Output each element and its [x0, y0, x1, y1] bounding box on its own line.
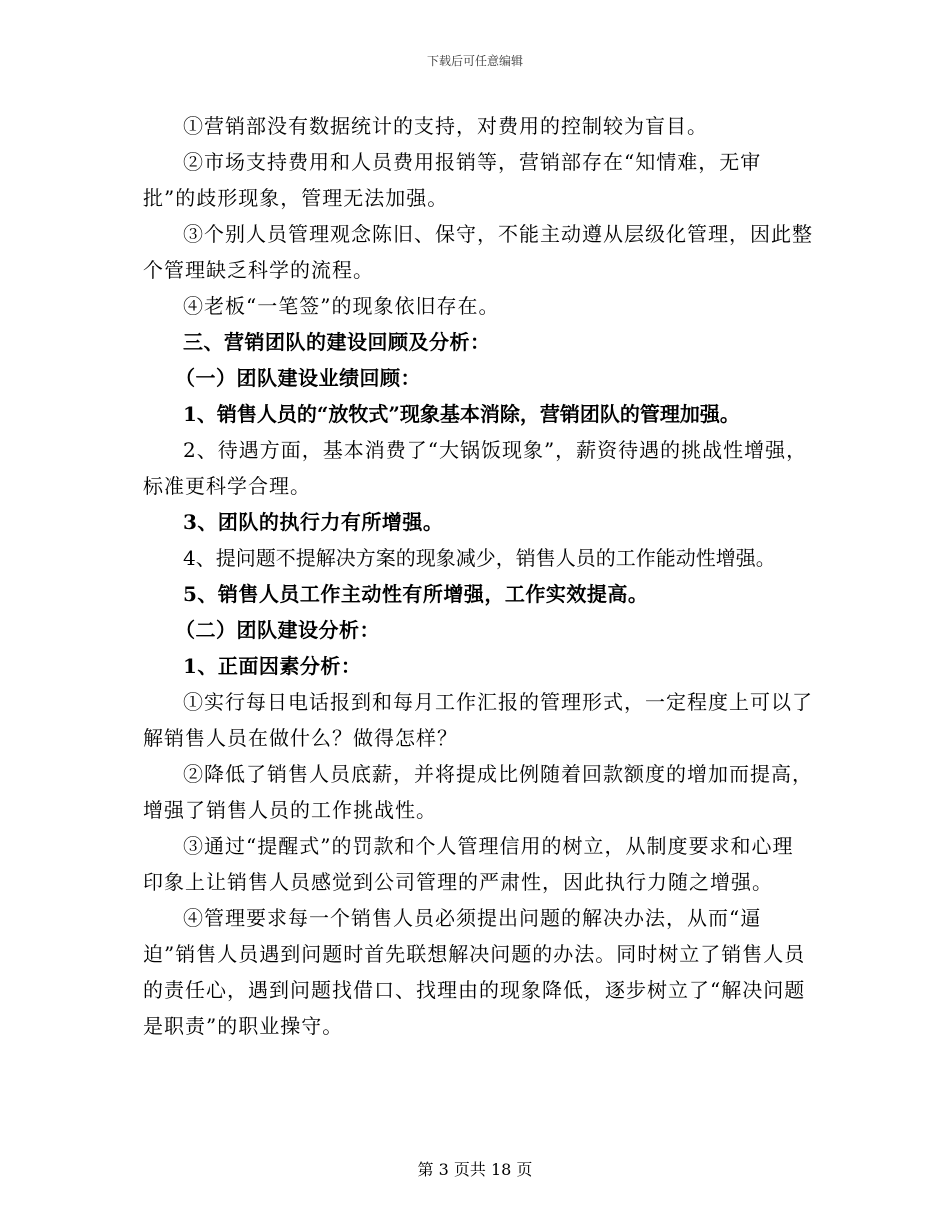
- paragraph-15: ②降低了销售人员底薪，并将提成比例随着回款额度的增加而提高，增强了销售人员的工作挑战性。: [143, 762, 813, 822]
- paragraph-7: 1、销售人员的“放牧式”现象基本消除，营销团队的管理加强。: [183, 402, 740, 426]
- paragraph-1: ①营销部没有数据统计的支持，对费用的控制较为盲目。: [183, 114, 708, 138]
- subsection-heading-2: （二）团队建设分析：: [175, 618, 380, 642]
- page-header: 下载后可任意编辑: [426, 54, 523, 68]
- paragraph-8: 2、待遇方面，基本消费了“大锅饭现象”，薪资待遇的挑战性增强，标准更科学合理。: [143, 438, 808, 498]
- document-body: [143, 108, 813, 1044]
- paragraph-11: 5、销售人员工作主动性有所增强，工作实效提高。: [183, 582, 649, 606]
- page-footer: 第 3 页共 18 页: [417, 1160, 533, 1179]
- paragraph-3: ③个别人员管理观念陈旧、保守，不能主动遵从层级化管理，因此整个管理缺乏科学的流程。: [143, 222, 813, 282]
- paragraph-4: ④老板“一笔签”的现象依旧存在。: [183, 294, 500, 318]
- paragraph-17: ④管理要求每一个销售人员必须提出问题的解决办法，从而“逼迫”销售人员遇到问题时首先联想解决问题的办法。同时树立了销售人员的责任心，遇到问题找借口、找理由的现象降低，逐步树立了“解决问题是职责”的职业操守。: [143, 906, 806, 1038]
- section-heading-3: 三、营销团队的建设回顾及分析：: [183, 330, 491, 354]
- paragraph-14: ①实行每日电话报到和每月工作汇报的管理形式，一定程度上可以了解销售人员在做什么？做得怎样？: [143, 690, 813, 750]
- paragraph-13: 1、正面因素分析：: [183, 654, 362, 678]
- paragraph-10: 4、提问题不提解决方案的现象减少，销售人员的工作能动性增强。: [183, 546, 776, 570]
- paragraph-2: ②市场支持费用和人员费用报销等，营销部存在“知情难，无审批”的歧形现象，管理无法加强。: [143, 150, 762, 210]
- paragraph-16: ③通过“提醒式”的罚款和个人管理信用的树立，从制度要求和心理印象上让销售人员感觉到公司管理的严肃性，因此执行力随之增强。: [143, 834, 794, 894]
- paragraph-9: 3、团队的执行力有所增强。: [183, 510, 444, 534]
- subsection-heading-1: （一）团队建设业绩回顾：: [175, 366, 421, 390]
